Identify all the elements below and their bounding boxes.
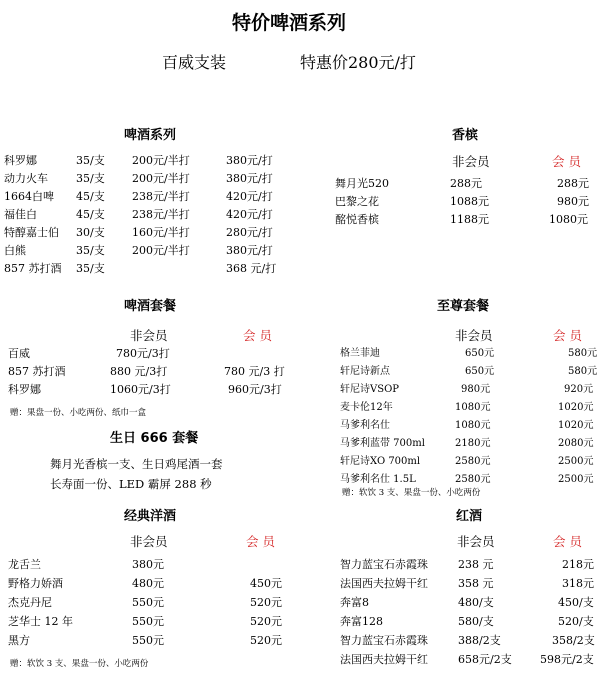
- birthday-set-heading: 生日 666 套餐: [110, 431, 199, 446]
- item-nonmember: 880 元/3打: [110, 365, 168, 378]
- item-member: 1020元: [558, 402, 594, 413]
- list-item: [340, 575, 598, 594]
- item-member: 580元: [568, 348, 598, 359]
- item-dozen: 420元/打: [226, 190, 273, 203]
- item-name: 巴黎之花: [335, 195, 379, 208]
- item-name: 酩悦香槟: [335, 213, 379, 226]
- list-item: [8, 363, 298, 381]
- col-member: 会 员: [553, 328, 582, 343]
- item-nonmember: 380元: [132, 558, 164, 571]
- list-item: [8, 381, 298, 399]
- item-single: 30/支: [76, 226, 105, 239]
- item-name: 轩尼诗VSOP: [340, 384, 399, 395]
- item-member: 598元/2支: [540, 653, 594, 666]
- item-nonmember: 2180元: [455, 438, 491, 449]
- item-nonmember: 780元/3打: [116, 347, 170, 360]
- col-member: 会 员: [246, 534, 275, 549]
- list-item: [4, 260, 294, 278]
- item-nonmember: 2580元: [455, 456, 491, 467]
- item-name: 奔富8: [340, 596, 369, 609]
- item-nonmember: 358 元: [458, 577, 494, 590]
- list-item: [8, 594, 298, 613]
- item-member: 580元: [568, 366, 598, 377]
- col-nonmember: 非会员: [130, 328, 168, 343]
- item-name: 特醇嘉士伯: [4, 226, 59, 239]
- page-title: 特价啤酒系列: [232, 12, 347, 34]
- classic-spirits-list: [8, 556, 298, 651]
- item-name: 法国西夫拉姆干红: [340, 577, 428, 590]
- item-nonmember: 1188元: [450, 213, 489, 226]
- item-member: 450/支: [558, 596, 594, 609]
- classic-spirits-note: 赠：软饮 3 支、果盘一份、小吃两份: [10, 659, 149, 669]
- col-member: 会 员: [552, 154, 581, 169]
- item-half: 200元/半打: [132, 154, 190, 167]
- item-name: 麦卡伦12年: [340, 402, 393, 413]
- item-member: 1020元: [558, 420, 594, 431]
- item-nonmember: 388/2支: [458, 634, 501, 647]
- item-name: 格兰菲迪: [340, 348, 380, 359]
- col-member: 会 员: [553, 534, 582, 549]
- item-single: 35/支: [76, 154, 105, 167]
- promo-price: 特惠价280元/打: [300, 53, 416, 72]
- item-name: 野格力娇酒: [8, 577, 63, 590]
- item-half: 238元/半打: [132, 190, 190, 203]
- item-dozen: 380元/打: [226, 172, 273, 185]
- list-item: [335, 211, 597, 229]
- item-name: 百威: [8, 347, 30, 360]
- item-nonmember: 480元: [132, 577, 164, 590]
- item-nonmember: 550元: [132, 596, 164, 609]
- item-member: 780 元/3 打: [224, 365, 285, 378]
- item-name: 马爹利名仕 1.5L: [340, 474, 416, 485]
- item-single: 45/支: [76, 208, 105, 221]
- item-member: 218元: [562, 558, 594, 571]
- item-nonmember: 238 元: [458, 558, 494, 571]
- list-item: [4, 242, 294, 260]
- item-name: 法国西夫拉姆干红: [340, 653, 428, 666]
- list-item: [340, 452, 598, 470]
- item-nonmember: 1080元: [455, 402, 491, 413]
- item-nonmember: 1060元/3打: [110, 383, 171, 396]
- champagne-list: [335, 175, 597, 229]
- birthday-line-2: 长寿面一份、LED 霸屏 288 秒: [50, 477, 212, 491]
- list-item: [335, 175, 597, 193]
- item-name: 马爹利蓝带 700ml: [340, 438, 425, 449]
- premium-set-list: [340, 344, 598, 488]
- item-member: 980元: [557, 195, 589, 208]
- item-dozen: 368 元/打: [226, 262, 277, 275]
- item-name: 杰克丹尼: [8, 596, 52, 609]
- col-nonmember: 非会员: [457, 534, 495, 549]
- list-item: [340, 362, 598, 380]
- item-member: 358/2支: [552, 634, 595, 647]
- item-nonmember: 650元: [465, 348, 495, 359]
- item-nonmember: 980元: [461, 384, 491, 395]
- birthday-line-1: 舞月光香槟一支、生日鸡尾酒一套: [50, 457, 223, 471]
- item-member: 318元: [562, 577, 594, 590]
- item-name: 857 苏打酒: [4, 262, 62, 275]
- list-item: [335, 193, 597, 211]
- item-name: 科罗娜: [4, 154, 37, 167]
- list-item: [8, 613, 298, 632]
- beer-set-heading: 啤酒套餐: [124, 299, 177, 314]
- item-dozen: 380元/打: [226, 244, 273, 257]
- item-nonmember: 550元: [132, 615, 164, 628]
- item-single: 35/支: [76, 262, 105, 275]
- beer-set-list: [8, 345, 298, 399]
- classic-spirits-heading: 经典洋酒: [124, 509, 177, 524]
- item-name: 轩尼诗XO 700ml: [340, 456, 421, 467]
- item-half: 160元/半打: [132, 226, 190, 239]
- item-member: 520元: [250, 596, 282, 609]
- item-dozen: 380元/打: [226, 154, 273, 167]
- list-item: [4, 170, 294, 188]
- item-name: 1664白啤: [4, 190, 54, 203]
- list-item: [8, 556, 298, 575]
- list-item: [4, 224, 294, 242]
- item-nonmember: 550元: [132, 634, 164, 647]
- item-name: 智力蓝宝石赤霞珠: [340, 634, 428, 647]
- promo-brand: 百威支装: [162, 53, 227, 72]
- item-name: 科罗娜: [8, 383, 41, 396]
- item-member: 1080元: [549, 213, 588, 226]
- item-name: 动力火车: [4, 172, 48, 185]
- item-name: 舞月光520: [335, 177, 389, 190]
- red-wine-list: [340, 556, 598, 670]
- item-name: 马爹利名仕: [340, 420, 390, 431]
- item-nonmember: 288元: [450, 177, 482, 190]
- item-half: 200元/半打: [132, 244, 190, 257]
- item-name: 白熊: [4, 244, 26, 257]
- item-single: 45/支: [76, 190, 105, 203]
- premium-set-heading: 至尊套餐: [437, 299, 490, 314]
- list-item: [8, 345, 298, 363]
- list-item: [4, 188, 294, 206]
- item-single: 35/支: [76, 244, 105, 257]
- item-nonmember: 1080元: [455, 420, 491, 431]
- list-item: [340, 594, 598, 613]
- list-item: [340, 434, 598, 452]
- list-item: [4, 206, 294, 224]
- item-name: 龙舌兰: [8, 558, 41, 571]
- item-nonmember: 658元/2支: [458, 653, 512, 666]
- item-name: 芝华士 12 年: [8, 615, 73, 628]
- item-name: 智力蓝宝石赤霞珠: [340, 558, 428, 571]
- col-nonmember: 非会员: [452, 154, 490, 169]
- col-nonmember: 非会员: [130, 534, 168, 549]
- item-half: 238元/半打: [132, 208, 190, 221]
- item-member: 2500元: [558, 474, 594, 485]
- item-single: 35/支: [76, 172, 105, 185]
- item-member: 2500元: [558, 456, 594, 467]
- item-dozen: 280元/打: [226, 226, 273, 239]
- item-member: 520元: [250, 634, 282, 647]
- list-item: [340, 380, 598, 398]
- red-wine-heading: 红酒: [456, 509, 483, 524]
- item-nonmember: 480/支: [458, 596, 494, 609]
- list-item: [4, 152, 294, 170]
- item-name: 轩尼诗新点: [340, 366, 390, 377]
- item-name: 黑方: [8, 634, 30, 647]
- list-item: [340, 651, 598, 670]
- item-name: 857 苏打酒: [8, 365, 66, 378]
- champagne-heading: 香槟: [452, 128, 479, 143]
- item-member: 960元/3打: [228, 383, 282, 396]
- item-half: 200元/半打: [132, 172, 190, 185]
- item-member: 520/支: [558, 615, 594, 628]
- list-item: [8, 575, 298, 594]
- beer-set-note: 赠：果盘一份、小吃两份、纸巾一盒: [10, 408, 147, 418]
- item-member: 520元: [250, 615, 282, 628]
- item-nonmember: 650元: [465, 366, 495, 377]
- list-item: [340, 416, 598, 434]
- item-dozen: 420元/打: [226, 208, 273, 221]
- item-member: 920元: [564, 384, 594, 395]
- list-item: [340, 344, 598, 362]
- col-nonmember: 非会员: [455, 328, 493, 343]
- beer-series-heading: 啤酒系列: [124, 128, 177, 143]
- item-nonmember: 2580元: [455, 474, 491, 485]
- list-item: [340, 398, 598, 416]
- item-nonmember: 580/支: [458, 615, 494, 628]
- premium-set-note: 赠：软饮 3 支、果盘一份、小吃两份: [342, 488, 481, 498]
- list-item: [340, 632, 598, 651]
- item-member: 288元: [557, 177, 589, 190]
- item-member: 450元: [250, 577, 282, 590]
- beer-series-list: [4, 152, 294, 278]
- list-item: [8, 632, 298, 651]
- list-item: [340, 556, 598, 575]
- item-name: 奔富128: [340, 615, 383, 628]
- col-member: 会 员: [243, 328, 272, 343]
- item-nonmember: 1088元: [450, 195, 489, 208]
- item-name: 福佳白: [4, 208, 37, 221]
- item-member: 2080元: [558, 438, 594, 449]
- list-item: [340, 613, 598, 632]
